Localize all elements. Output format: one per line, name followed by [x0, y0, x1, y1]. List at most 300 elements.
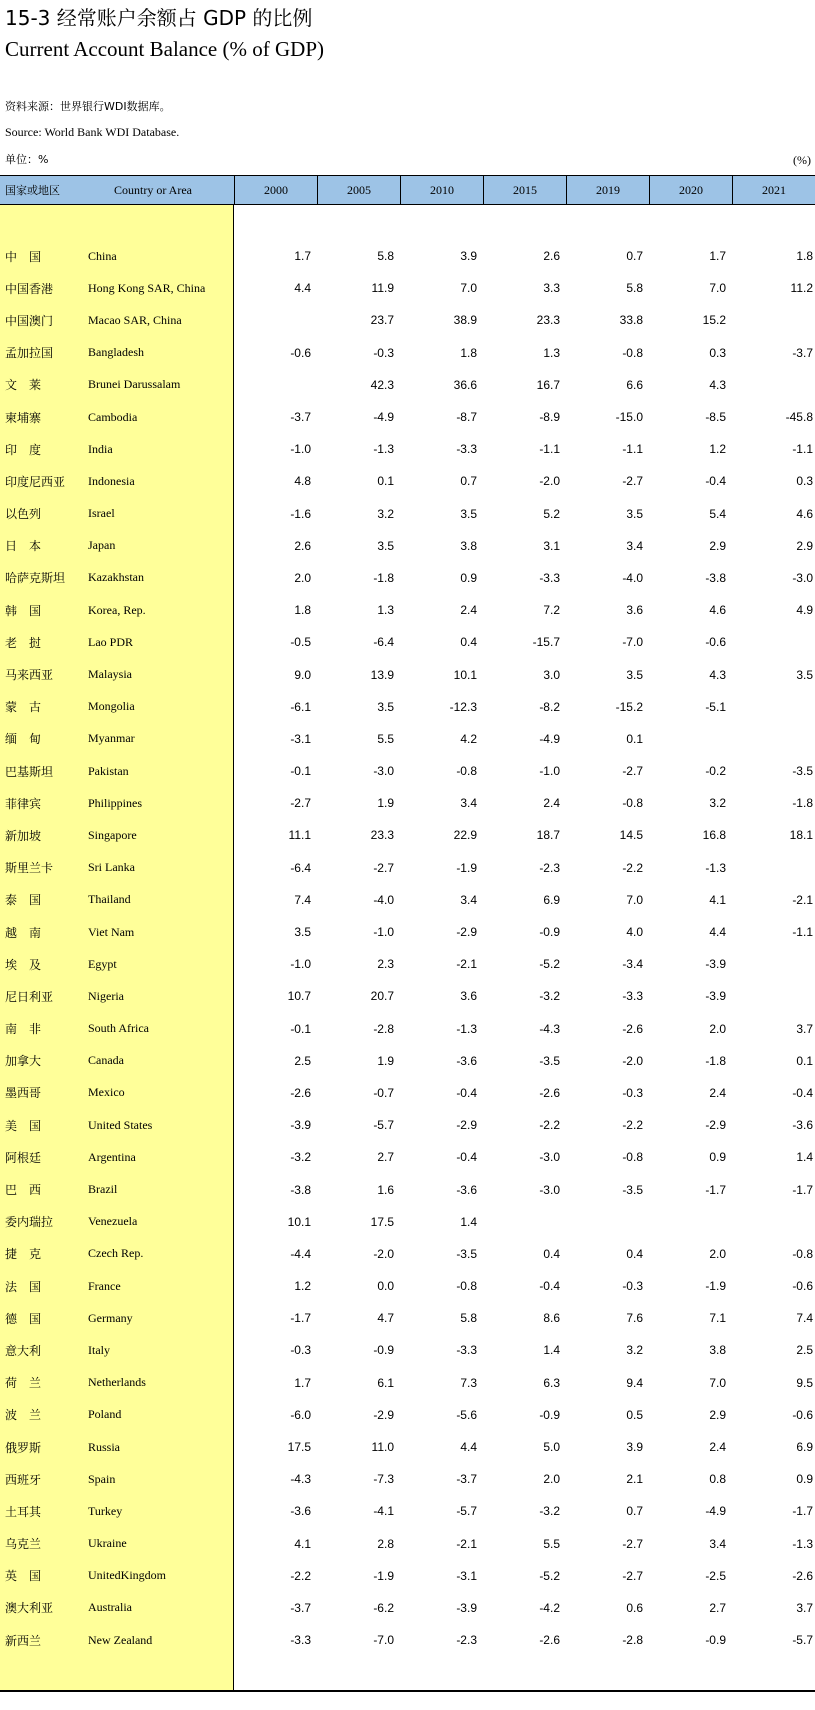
value-cell: -2.7 [622, 474, 643, 489]
country-name-en: Mongolia [88, 699, 135, 714]
country-name-en: New Zealand [88, 1632, 153, 1647]
table-row [0, 819, 815, 851]
country-name-en: Myanmar [88, 731, 135, 746]
value-cell: -1.8 [792, 796, 813, 811]
value-cell: 3.5 [626, 667, 643, 682]
value-cell: 1.2 [709, 442, 726, 457]
value-cell: 7.0 [709, 1375, 726, 1390]
value-cell: -2.6 [539, 1633, 560, 1648]
value-cell: 23.7 [370, 313, 394, 328]
country-name-cn: 中 国 [5, 249, 42, 264]
value-cell: 7.0 [709, 281, 726, 296]
table-row [0, 272, 815, 304]
value-cell: 4.6 [709, 603, 726, 618]
country-name-en: Argentina [88, 1149, 136, 1164]
country-name-en: Nigeria [88, 988, 124, 1003]
value-cell: -2.1 [792, 892, 813, 907]
country-name-en: Australia [88, 1600, 132, 1615]
value-cell: -4.4 [290, 1246, 311, 1261]
value-cell: 3.2 [626, 1343, 643, 1358]
value-cell: -1.0 [290, 442, 311, 457]
value-cell: 7.1 [709, 1311, 726, 1326]
country-name-en: United States [88, 1117, 153, 1132]
table-row [0, 1302, 815, 1334]
value-cell: -3.4 [622, 957, 643, 972]
table-row [0, 916, 815, 948]
value-cell: 38.9 [453, 313, 477, 328]
country-name-cn: 土耳其 [5, 1504, 42, 1519]
value-cell: -2.6 [539, 1085, 560, 1100]
value-cell: -2.0 [622, 1053, 643, 1068]
value-cell: 8.6 [543, 1311, 560, 1326]
country-name-en: Poland [88, 1407, 122, 1422]
value-cell: 5.8 [377, 249, 394, 264]
value-cell: -1.3 [705, 860, 726, 875]
table-row [0, 465, 815, 497]
country-name-en: India [88, 441, 113, 456]
value-cell: 0.3 [796, 474, 813, 489]
header-year: 2005 [317, 176, 400, 204]
table-row [0, 1141, 815, 1173]
value-cell: 4.4 [709, 925, 726, 940]
country-name-cn: 孟加拉国 [5, 346, 54, 361]
value-cell: 16.7 [536, 377, 560, 392]
table-row [0, 433, 815, 465]
value-cell: -1.6 [290, 506, 311, 521]
value-cell: 3.5 [460, 506, 477, 521]
value-cell: -6.4 [373, 635, 394, 650]
value-cell: 2.4 [543, 796, 560, 811]
table-row [0, 1206, 815, 1238]
value-cell: -4.9 [373, 410, 394, 425]
value-cell: 3.2 [377, 506, 394, 521]
value-cell: 3.4 [460, 796, 477, 811]
value-cell: -3.0 [539, 1150, 560, 1165]
value-cell: -0.2 [705, 764, 726, 779]
value-cell: -2.8 [622, 1633, 643, 1648]
value-cell: 2.7 [709, 1600, 726, 1615]
value-cell: 3.3 [543, 281, 560, 296]
table-row [0, 691, 815, 723]
country-name-en: Hong Kong SAR, China [88, 280, 206, 295]
country-name-en: Mexico [88, 1085, 125, 1100]
value-cell: 4.7 [377, 1311, 394, 1326]
value-cell: 2.4 [709, 1440, 726, 1455]
value-cell: -3.6 [290, 1504, 311, 1519]
value-cell: 0.1 [377, 474, 394, 489]
table-title-cn: 15-3 经常账户余额占 GDP 的比例 [5, 6, 313, 30]
country-name-cn: 埃 及 [5, 957, 42, 972]
value-cell: -4.3 [539, 1021, 560, 1036]
value-cell: 3.7 [796, 1600, 813, 1615]
country-name-en: Korea, Rep. [88, 602, 146, 617]
value-cell: -4.9 [705, 1504, 726, 1519]
header-year: 2000 [234, 176, 317, 204]
value-cell: 1.3 [377, 603, 394, 618]
value-cell: 3.9 [626, 1440, 643, 1455]
value-cell: -6.4 [290, 860, 311, 875]
value-cell: 6.9 [543, 892, 560, 907]
country-name-en: Turkey [88, 1503, 123, 1518]
table-row [0, 755, 815, 787]
value-cell: 23.3 [370, 828, 394, 843]
value-cell: -2.7 [622, 1536, 643, 1551]
value-cell: 2.9 [709, 1407, 726, 1422]
value-cell: 5.5 [543, 1536, 560, 1551]
value-cell: -0.5 [290, 635, 311, 650]
country-name-cn: 印 度 [5, 442, 42, 457]
value-cell: -2.6 [622, 1021, 643, 1036]
value-cell: -8.5 [705, 410, 726, 425]
value-cell: 7.6 [626, 1311, 643, 1326]
table-body [0, 240, 815, 1656]
country-name-en: Sri Lanka [88, 860, 135, 875]
value-cell: -3.9 [705, 957, 726, 972]
country-name-en: Viet Nam [88, 924, 135, 939]
country-name-en: South Africa [88, 1021, 149, 1036]
value-cell: 10.1 [287, 1214, 311, 1229]
value-cell: 9.0 [294, 667, 311, 682]
value-cell: -1.7 [705, 1182, 726, 1197]
country-name-cn: 澳大利亚 [5, 1601, 54, 1616]
country-name-cn: 日 本 [5, 539, 42, 554]
value-cell: -4.3 [290, 1472, 311, 1487]
value-cell: -3.1 [290, 731, 311, 746]
country-name-en: Czech Rep. [88, 1246, 144, 1261]
value-cell: -2.6 [792, 1568, 813, 1583]
value-cell: 0.9 [709, 1150, 726, 1165]
value-cell: -1.3 [373, 442, 394, 457]
value-cell: -1.1 [792, 925, 813, 940]
country-name-cn: 尼日利亚 [5, 989, 54, 1004]
country-name-en: Lao PDR [88, 634, 133, 649]
value-cell: -0.9 [539, 1407, 560, 1422]
table-row [0, 1173, 815, 1205]
value-cell: -2.1 [456, 1536, 477, 1551]
country-name-en: Singapore [88, 827, 137, 842]
country-name-en: Ukraine [88, 1536, 127, 1551]
country-name-en: Russia [88, 1439, 121, 1454]
value-cell: -6.2 [373, 1600, 394, 1615]
value-cell: -2.0 [539, 474, 560, 489]
value-cell: -0.7 [373, 1085, 394, 1100]
value-cell: 5.2 [543, 506, 560, 521]
value-cell: -2.7 [622, 764, 643, 779]
value-cell: 7.4 [294, 892, 311, 907]
country-name-cn: 乌克兰 [5, 1537, 42, 1552]
table-row [0, 594, 815, 626]
value-cell: -1.8 [373, 570, 394, 585]
value-cell: 23.3 [536, 313, 560, 328]
value-cell: 1.8 [294, 603, 311, 618]
value-cell: -3.5 [792, 764, 813, 779]
value-cell: 42.3 [370, 377, 394, 392]
value-cell: -3.9 [290, 1118, 311, 1133]
value-cell: -2.0 [373, 1246, 394, 1261]
value-cell: 6.3 [543, 1375, 560, 1390]
country-name-cn: 缅 甸 [5, 732, 42, 747]
value-cell: 0.7 [460, 474, 477, 489]
value-cell: -1.0 [290, 957, 311, 972]
table-row [0, 337, 815, 369]
value-cell: 2.5 [796, 1343, 813, 1358]
value-cell: -1.3 [456, 1021, 477, 1036]
value-cell: -2.2 [539, 1118, 560, 1133]
value-cell: -3.8 [290, 1182, 311, 1197]
value-cell: 2.1 [626, 1472, 643, 1487]
table-row [0, 1045, 815, 1077]
value-cell: 3.4 [626, 538, 643, 553]
value-cell: 4.3 [709, 377, 726, 392]
table-title-en: Current Account Balance (% of GDP) [5, 37, 324, 61]
table-row [0, 658, 815, 690]
value-cell: 22.9 [453, 828, 477, 843]
value-cell: 17.5 [370, 1214, 394, 1229]
value-cell: 4.1 [709, 892, 726, 907]
value-cell: 4.8 [294, 474, 311, 489]
source-note-en: Source: World Bank WDI Database. [5, 125, 180, 139]
country-name-cn: 蒙 古 [5, 700, 42, 715]
country-name-cn: 阿根廷 [5, 1150, 42, 1165]
value-cell: -2.9 [705, 1118, 726, 1133]
value-cell: -2.1 [456, 957, 477, 972]
table-header [0, 175, 815, 205]
value-cell: 1.7 [294, 249, 311, 264]
value-cell: -3.7 [456, 1472, 477, 1487]
value-cell: -0.8 [622, 345, 643, 360]
value-cell: -0.6 [705, 635, 726, 650]
table-row [0, 1495, 815, 1527]
value-cell: -3.0 [539, 1182, 560, 1197]
value-cell: -2.2 [622, 1118, 643, 1133]
value-cell: 3.5 [377, 538, 394, 553]
value-cell: -4.1 [373, 1504, 394, 1519]
value-cell: 2.0 [709, 1246, 726, 1261]
value-cell: 9.5 [796, 1375, 813, 1390]
table-row [0, 1592, 815, 1624]
value-cell: -5.7 [373, 1118, 394, 1133]
table-row [0, 498, 815, 530]
value-cell: 7.0 [626, 892, 643, 907]
table-row [0, 1399, 815, 1431]
value-cell: 3.5 [377, 699, 394, 714]
value-cell: 1.8 [796, 249, 813, 264]
value-cell: 5.5 [377, 731, 394, 746]
value-cell: -8.7 [456, 410, 477, 425]
value-cell: -0.3 [290, 1343, 311, 1358]
country-name-en: France [88, 1278, 121, 1293]
table-row [0, 1270, 815, 1302]
country-name-cn: 巴基斯坦 [5, 764, 54, 779]
country-name-en: Bangladesh [88, 345, 144, 360]
value-cell: 13.9 [370, 667, 394, 682]
value-cell: 2.0 [294, 570, 311, 585]
value-cell: -3.6 [456, 1182, 477, 1197]
value-cell: 3.0 [543, 667, 560, 682]
table-row [0, 1431, 815, 1463]
value-cell: 6.9 [796, 1440, 813, 1455]
value-cell: -3.5 [622, 1182, 643, 1197]
value-cell: 7.2 [543, 603, 560, 618]
value-cell: -2.9 [456, 925, 477, 940]
country-name-cn: 新加坡 [5, 828, 42, 843]
unit-label-en: (%) [793, 153, 811, 167]
value-cell: -5.2 [539, 957, 560, 972]
value-cell: 1.4 [796, 1150, 813, 1165]
value-cell: 1.3 [543, 345, 560, 360]
country-name-cn: 荷 兰 [5, 1376, 42, 1391]
table-row [0, 1367, 815, 1399]
country-name-cn: 意大利 [5, 1343, 42, 1358]
table-row [0, 884, 815, 916]
value-cell: 1.7 [294, 1375, 311, 1390]
table-row [0, 304, 815, 336]
value-cell: 2.6 [294, 538, 311, 553]
value-cell: -5.1 [705, 699, 726, 714]
country-name-cn: 菲律宾 [5, 796, 42, 811]
value-cell: -8.9 [539, 410, 560, 425]
value-cell: -6.0 [290, 1407, 311, 1422]
value-cell: -3.3 [456, 1343, 477, 1358]
value-cell: 7.3 [460, 1375, 477, 1390]
value-cell: -3.3 [290, 1633, 311, 1648]
value-cell: 1.4 [460, 1214, 477, 1229]
value-cell: 11.1 [288, 828, 311, 843]
value-cell: -2.3 [539, 860, 560, 875]
country-name-en: Thailand [88, 892, 131, 907]
table-row [0, 980, 815, 1012]
country-name-cn: 柬埔寨 [5, 410, 42, 425]
value-cell: -1.9 [373, 1568, 394, 1583]
country-name-en: Indonesia [88, 473, 135, 488]
country-name-en: Kazakhstan [88, 570, 144, 585]
country-name-cn: 马来西亚 [5, 668, 54, 683]
value-cell: 4.2 [460, 731, 477, 746]
table-row [0, 240, 815, 272]
value-cell: 3.6 [460, 989, 477, 1004]
value-cell: -2.2 [622, 860, 643, 875]
table-row [0, 369, 815, 401]
header-country-en: Country or Area [114, 182, 192, 197]
value-cell: 4.0 [626, 925, 643, 940]
unit-label-cn: 单位：% [5, 153, 49, 166]
value-cell: -0.8 [622, 796, 643, 811]
value-cell: 15.2 [702, 313, 726, 328]
value-cell: -1.7 [290, 1311, 311, 1326]
value-cell: -4.0 [373, 892, 394, 907]
country-name-en: Egypt [88, 956, 117, 971]
table-row [0, 1109, 815, 1141]
value-cell: 5.8 [460, 1311, 477, 1326]
value-cell: 0.4 [460, 635, 477, 650]
value-cell: -3.1 [456, 1568, 477, 1583]
value-cell: -3.5 [539, 1053, 560, 1068]
value-cell: 3.8 [460, 538, 477, 553]
value-cell: -5.7 [792, 1633, 813, 1648]
value-cell: 36.6 [453, 377, 477, 392]
value-cell: -0.1 [290, 764, 311, 779]
value-cell: 0.9 [796, 1472, 813, 1487]
value-cell: 5.4 [709, 506, 726, 521]
country-name-en: Israel [88, 506, 115, 521]
value-cell: -2.8 [373, 1021, 394, 1036]
value-cell: -1.8 [705, 1053, 726, 1068]
value-cell: -0.4 [456, 1150, 477, 1165]
value-cell: -1.9 [705, 1279, 726, 1294]
country-name-cn: 韩 国 [5, 603, 42, 618]
country-name-en: Philippines [88, 795, 143, 810]
value-cell: -0.4 [539, 1279, 560, 1294]
country-name-cn: 加拿大 [5, 1054, 42, 1069]
value-cell: 5.0 [543, 1440, 560, 1455]
value-cell: 3.2 [709, 796, 726, 811]
value-cell: -1.1 [622, 442, 643, 457]
country-name-cn: 以色列 [5, 507, 42, 522]
value-cell: -3.9 [705, 989, 726, 1004]
value-cell: -15.7 [532, 635, 560, 650]
country-name-en: Venezuela [88, 1214, 138, 1229]
country-name-cn: 俄罗斯 [5, 1440, 42, 1455]
country-name-en: Brunei Darussalam [88, 377, 181, 392]
value-cell: -1.3 [792, 1536, 813, 1551]
value-cell: -4.2 [539, 1600, 560, 1615]
country-name-en: Italy [88, 1342, 110, 1357]
value-cell: 1.4 [543, 1343, 560, 1358]
value-cell: -0.6 [792, 1407, 813, 1422]
value-cell: 3.4 [460, 892, 477, 907]
country-name-cn: 泰 国 [5, 893, 42, 908]
value-cell: -0.8 [792, 1246, 813, 1261]
value-cell: 9.4 [626, 1375, 643, 1390]
value-cell: -3.3 [539, 570, 560, 585]
value-cell: 17.5 [287, 1440, 311, 1455]
value-cell: -0.9 [373, 1343, 394, 1358]
value-cell: -1.0 [373, 925, 394, 940]
country-name-en: Germany [88, 1310, 133, 1325]
value-cell: -3.6 [456, 1053, 477, 1068]
value-cell: 2.3 [377, 957, 394, 972]
country-name-cn: 波 兰 [5, 1408, 42, 1423]
country-name-cn: 文 莱 [5, 378, 42, 393]
country-name-cn: 委内瑞拉 [5, 1215, 54, 1230]
value-cell: 0.1 [796, 1053, 813, 1068]
source-note-cn: 资料来源：世界银行WDI数据库。 [5, 100, 171, 113]
value-cell: 3.5 [626, 506, 643, 521]
value-cell: 3.8 [709, 1343, 726, 1358]
table-row [0, 852, 815, 884]
value-cell: 3.7 [796, 1021, 813, 1036]
value-cell: 2.9 [796, 538, 813, 553]
value-cell: -2.9 [373, 1407, 394, 1422]
value-cell: 11.9 [371, 281, 394, 296]
value-cell: 0.8 [709, 1472, 726, 1487]
country-name-cn: 西班牙 [5, 1472, 42, 1487]
country-name-en: Canada [88, 1053, 124, 1068]
country-name-cn: 老 挝 [5, 635, 42, 650]
country-name-cn: 越 南 [5, 925, 42, 940]
header-country-cn: 国家或地区 [5, 184, 60, 197]
value-cell: 0.9 [460, 570, 477, 585]
value-cell: -2.6 [290, 1085, 311, 1100]
value-cell: -2.5 [705, 1568, 726, 1583]
value-cell: -3.2 [539, 989, 560, 1004]
country-name-cn: 巴 西 [5, 1183, 42, 1198]
value-cell: -1.7 [792, 1504, 813, 1519]
value-cell: -3.0 [792, 570, 813, 585]
value-cell: 0.7 [626, 249, 643, 264]
header-year: 2020 [649, 176, 732, 204]
value-cell: 6.6 [626, 377, 643, 392]
